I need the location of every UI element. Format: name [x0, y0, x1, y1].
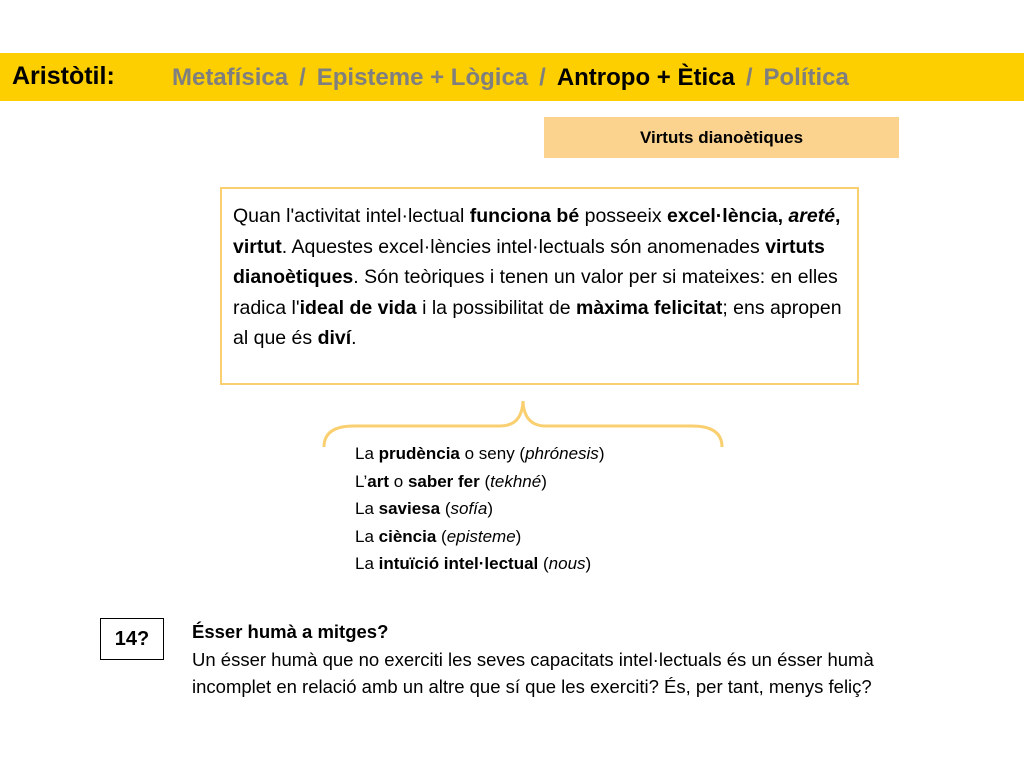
nav-separator: /	[745, 64, 753, 91]
list-item: La prudència o seny (phrónesis)	[355, 444, 605, 463]
nav-item-episteme-logica: Episteme + Lògica	[316, 64, 529, 91]
emphasis: diví	[317, 327, 352, 349]
emphasis-italic: areté	[788, 205, 836, 227]
text: Quan l'activitat intel·lectual	[233, 205, 470, 227]
nav-item-antropo-etica: Antropo + Ètica	[556, 64, 735, 91]
text: i la possibilitat de	[416, 296, 576, 319]
emphasis: excel·lència,	[667, 205, 789, 227]
list-item: L’art o saber fer (tekhné)	[355, 471, 547, 491]
question-title: Ésser humà a mitges?	[192, 621, 389, 642]
text: .	[351, 327, 357, 349]
question-number-badge: 14?	[100, 618, 164, 660]
text: posseeix	[579, 205, 667, 227]
section-tag: Virtuts dianoètiques	[544, 117, 899, 158]
text: . Són teòriques i tenen un valor per si mateixes: en elles radica l'	[233, 266, 838, 319]
emphasis: ideal de vida	[299, 296, 417, 319]
question-block	[192, 618, 952, 701]
question-body: Un ésser humà que no exerciti les seves capacitats intel·lectuals és un ésser humà incomplet en relació amb un altre que sí que les exerciti? És, per tant, menys feliç?	[192, 648, 874, 697]
emphasis: virtuts dianoètiques	[233, 235, 825, 288]
list-item: La ciència (episteme)	[355, 526, 522, 546]
nav-separator: /	[539, 64, 546, 91]
text: ; ens apropen al que és	[233, 296, 842, 349]
text: . Aquestes excel·lències intel·lectuals són anomenades	[281, 235, 766, 258]
page-title: Aristòtil:	[12, 62, 115, 90]
emphasis: màxima felicitat	[576, 296, 723, 319]
nav-item-politica: Política	[763, 64, 849, 91]
nav-item-metafisica: Metafísica	[172, 64, 289, 91]
definition-box	[220, 187, 859, 385]
virtues-list	[355, 440, 604, 578]
emphasis: funciona bé	[469, 205, 580, 227]
list-item: La intuïció intel·lectual (nous)	[355, 554, 592, 573]
topic-nav	[172, 64, 849, 92]
emphasis: , virtut	[233, 205, 841, 258]
list-item: La saviesa (sofía)	[355, 499, 494, 518]
nav-separator: /	[299, 64, 306, 91]
